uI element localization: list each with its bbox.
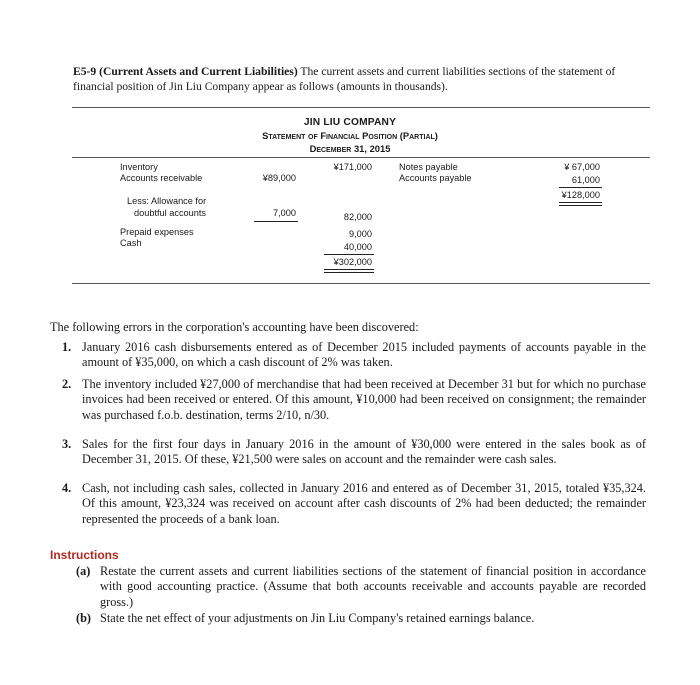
- liabilities-subtotal-underline: [559, 187, 602, 188]
- exercise-title: E5-9 (Current Assets and Current Liabilities): [73, 65, 298, 78]
- error-item: [64, 437, 646, 468]
- ar-net-value: 82,000: [343, 212, 372, 222]
- error-number: 2.: [62, 377, 72, 391]
- error-number: 3.: [62, 437, 72, 451]
- cash-label: Cash: [120, 238, 142, 248]
- error-number: 4.: [62, 481, 72, 495]
- prepaid-label: Prepaid expenses: [120, 227, 194, 237]
- instruction-text: State the net effect of your adjustments on Jin Liu Company's retained earnings balance.: [100, 611, 535, 625]
- instruction-item: [78, 611, 646, 626]
- assets-subtotal-underline: [324, 254, 374, 255]
- error-text: Cash, not including cash sales, collected in January 2016 and entered as of December 31, 2015, totaled ¥35,324. Of this amount, ¥23,324 was received on account after cash discounts of 2% had been deducted; the remainder represented the proceeds of a bank loan.: [82, 481, 646, 526]
- error-item: [64, 377, 646, 423]
- inventory-label: Inventory: [120, 162, 158, 172]
- error-item: [64, 340, 646, 371]
- accounts-payable-value: 61,000: [571, 175, 600, 185]
- error-text: Sales for the first four days in January 2016 in the amount of ¥30,000 were entered in the sales book as of December 31, 2015. Of these, ¥21,500 were sales on account and the remainder were cash sales.: [82, 437, 646, 467]
- accounts-payable-label: Accounts payable: [399, 173, 472, 183]
- ar-label: Accounts receivable: [120, 173, 203, 183]
- allowance-label-2: doubtful accounts: [134, 208, 207, 218]
- statement-bottom-rule: [72, 283, 650, 284]
- instruction-text: Restate the current assets and current liabilities sections of the statement of financial position in accordance with good accounting practice. (Assume that both accounts receivable and accounts payable are recorded gross.): [100, 564, 646, 609]
- exercise-intro: [73, 64, 653, 94]
- statement-date: December 31, 2015: [309, 143, 391, 154]
- ar-gross-value: ¥89,000: [262, 173, 296, 183]
- error-text: The inventory included ¥27,000 of merchandise that had been received at December 31 but for which no purchase invoices had been received or entered. Of this amount, ¥10,000 had been received on consignment; the remainder was purchased f.o.b. destination, terms 2/10, n/30.: [82, 377, 646, 422]
- statement-header-rule: [72, 157, 650, 158]
- error-text: January 2016 cash disbursements entered as of December 2015 included payments of accounts payable in the amount of ¥35,000, on which a cash discount of 2% was taken.: [82, 340, 646, 370]
- liabilities-total: ¥128,000: [561, 190, 600, 200]
- instruction-label: (a): [76, 564, 91, 578]
- cash-value: 40,000: [343, 242, 372, 252]
- error-item: [64, 481, 646, 527]
- statement-name: Statement of Financial Position (Partial): [262, 130, 438, 141]
- notes-payable-value: ¥ 67,000: [564, 162, 600, 172]
- company-name: JIN LIU COMPANY: [303, 117, 397, 128]
- allowance-underline: [254, 221, 298, 222]
- liabilities-total-double-underline: [559, 202, 602, 206]
- instruction-label: (b): [76, 611, 92, 625]
- error-number: 1.: [62, 340, 72, 354]
- assets-total: ¥302,000: [333, 257, 372, 267]
- notes-payable-label: Notes payable: [399, 162, 458, 172]
- inventory-value: ¥171,000: [333, 162, 372, 172]
- allowance-value: 7,000: [273, 208, 296, 218]
- instructions-heading: Instructions: [50, 548, 119, 562]
- instruction-item: [78, 564, 646, 610]
- exercise-intro-text: The current assets and current liabilities sections of the statement of financial position of Jin Liu Company appear as follows (amounts in thousands).: [73, 65, 616, 93]
- assets-total-double-underline: [324, 269, 374, 273]
- allowance-label-1: Less: Allowance for: [127, 196, 207, 206]
- prepaid-value: 9,000: [349, 229, 372, 239]
- statement-top-rule: [72, 107, 650, 108]
- errors-lead: The following errors in the corporation's accounting have been discovered:: [50, 320, 419, 334]
